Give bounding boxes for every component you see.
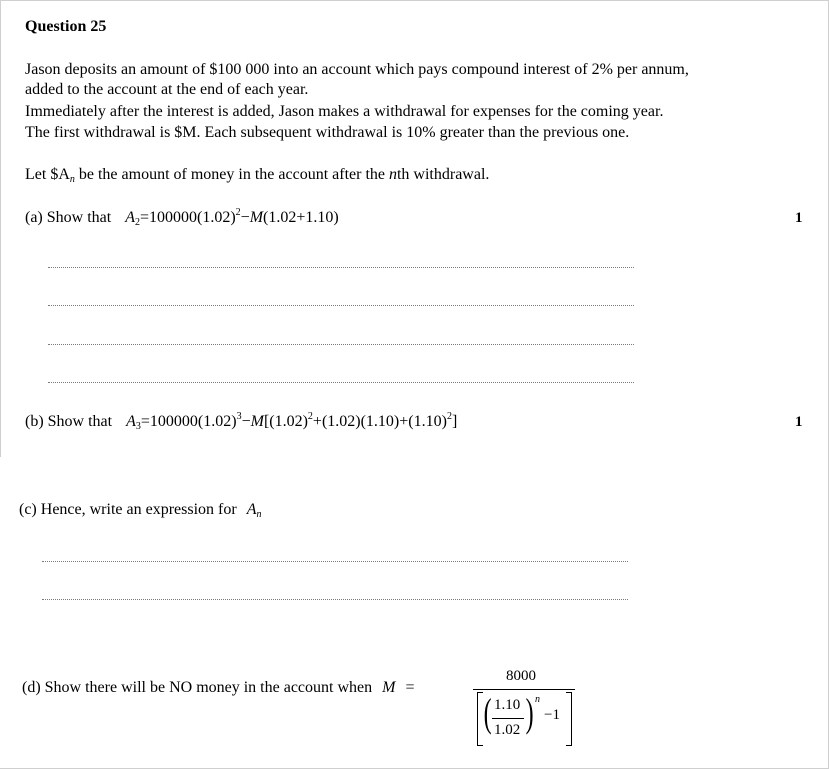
right-square-bracket bbox=[566, 692, 572, 746]
answer-line-a2[interactable] bbox=[48, 305, 634, 306]
definition-subscript: n bbox=[69, 174, 75, 185]
part-c bbox=[19, 501, 261, 519]
part-d-equals: = bbox=[405, 679, 415, 696]
left-square-bracket bbox=[477, 692, 483, 746]
part-d-m: M bbox=[382, 679, 396, 696]
intro-line-3: Immediately after the interest is added, Jason makes a withdrawal for expenses for the coming year. bbox=[25, 103, 664, 120]
intro-line-4: The first withdrawal is $M. Each subsequent withdrawal is 10% greater than the previous one. bbox=[25, 124, 630, 141]
frame-top-border bbox=[0, 0, 829, 1]
part-d-minus-one: −1 bbox=[544, 707, 560, 723]
part-c-label: (c) Hence, write an expression for bbox=[19, 501, 237, 518]
frame-left-border bbox=[0, 0, 1, 457]
part-d-exponent: n bbox=[535, 694, 540, 705]
answer-line-a4[interactable] bbox=[48, 382, 634, 383]
part-a-equation: $A_2=100000(1.02)^2-M(1.02+1.10)$ bbox=[125, 207, 339, 228]
question-title: Question 25 bbox=[25, 18, 107, 35]
part-b bbox=[25, 413, 457, 431]
part-a-label: (a) Show that bbox=[25, 209, 112, 226]
part-d-numerator: 8000 bbox=[506, 668, 536, 684]
part-a bbox=[25, 209, 339, 227]
right-paren: ) bbox=[525, 690, 534, 735]
intro-line-2: added to the account at the end of each year. bbox=[25, 81, 309, 98]
intro-line-1: Jason deposits an amount of $100 000 into an account which pays compound interest of 2% per annum, bbox=[25, 61, 689, 78]
part-b-label: (b) Show that bbox=[25, 413, 113, 430]
answer-line-a1[interactable] bbox=[48, 267, 634, 268]
definition-text bbox=[25, 166, 489, 184]
part-b-equation: $A_3=100000(1.02)^3-M[(1.02)^2+(1.02)(1.10)+(1.10)^2]$ bbox=[126, 411, 458, 432]
inner-numerator: 1.10 bbox=[494, 697, 521, 713]
inner-fraction-bar bbox=[492, 718, 524, 719]
definition-mid: be the amount of money in the account after the bbox=[74, 166, 389, 183]
answer-line-c2[interactable] bbox=[42, 599, 628, 600]
left-paren: ( bbox=[483, 690, 492, 735]
answer-line-a3[interactable] bbox=[48, 344, 634, 345]
definition-n: n bbox=[388, 166, 397, 183]
part-b-marks: 1 bbox=[795, 414, 803, 430]
part-c-expression: $A_n$ bbox=[246, 501, 262, 520]
definition-pre: Let $A bbox=[25, 166, 70, 183]
part-a-marks: 1 bbox=[795, 210, 803, 226]
inner-denominator: 1.02 bbox=[494, 722, 521, 738]
part-d-label: (d) Show there will be NO money in the account when M = bbox=[22, 679, 415, 696]
definition-post: th withdrawal. bbox=[396, 166, 490, 183]
answer-line-c1[interactable] bbox=[42, 561, 628, 562]
